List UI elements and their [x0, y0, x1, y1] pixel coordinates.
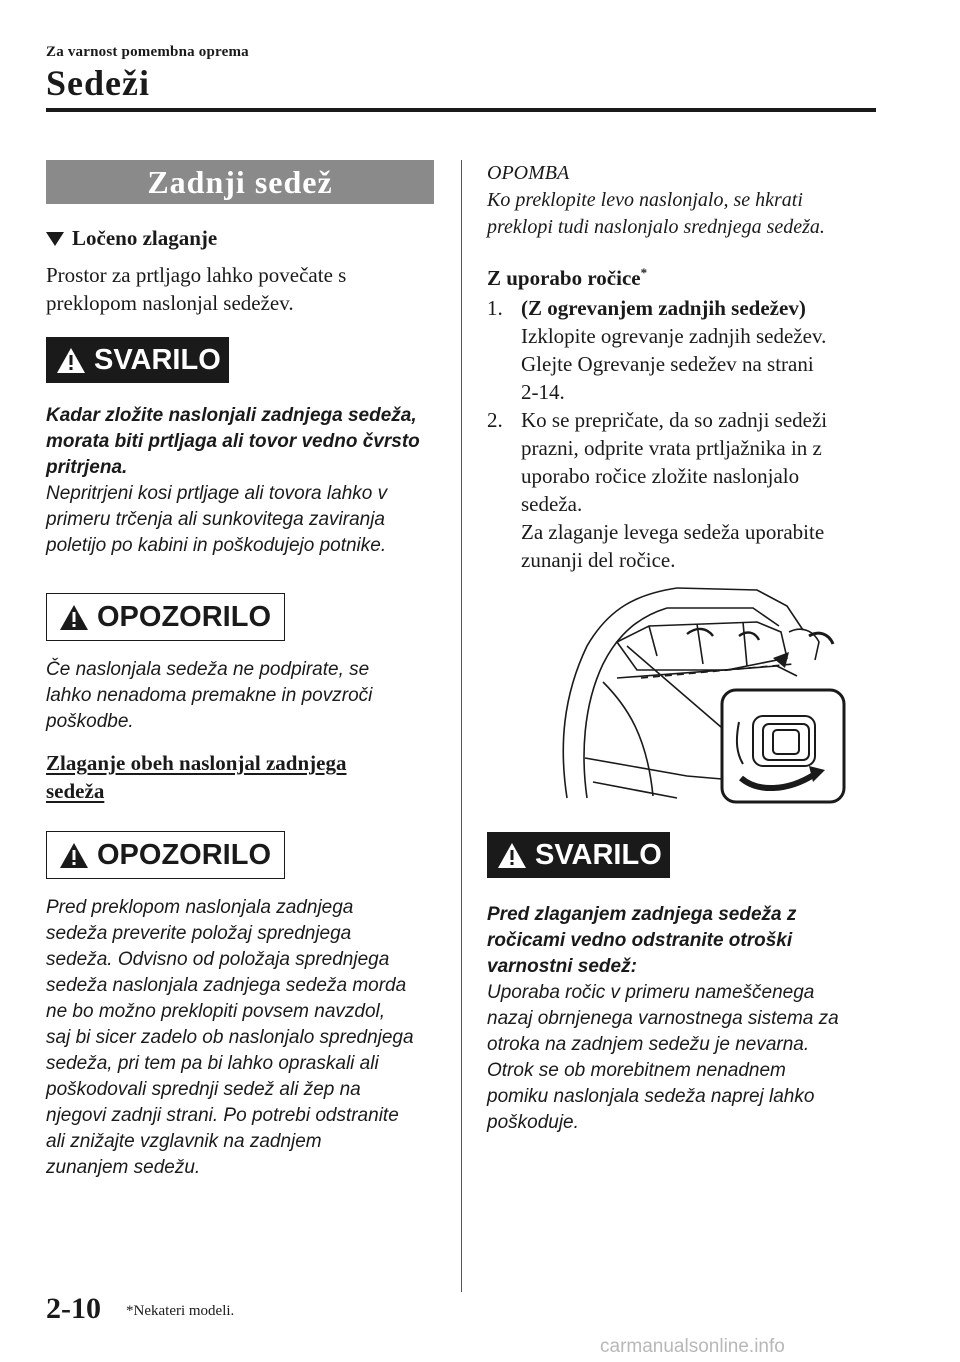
- warning-triangle-icon: [59, 604, 89, 631]
- lever-heading: [487, 259, 887, 292]
- caution-text: [46, 657, 434, 735]
- text-line: Za zlaganje levega sedeža uporabite: [521, 520, 825, 544]
- text-line: Uporaba ročic v primeru nameščenega: [487, 982, 815, 1003]
- footnote: *Nekateri modeli.: [126, 1303, 235, 1319]
- text-line: Kadar zložite naslonjali zadnjega sedeža,: [46, 405, 417, 426]
- text-line: njegovi zadnji strani. Po potrebi odstranite: [46, 1105, 399, 1126]
- danger-label: SVARILO: [535, 838, 662, 871]
- text-line: Ko preklopite levo naslonjalo, se hkrati: [487, 189, 803, 211]
- danger-badge: [46, 337, 229, 383]
- text-line: Nepritrjeni kosi prtljage ali tovora lahko v: [46, 483, 388, 504]
- caution-badge: [46, 831, 285, 879]
- text-line: zunanji del ročice.: [521, 548, 676, 572]
- text-line: sedeža.: [521, 492, 583, 516]
- footnote-mark: *: [640, 265, 648, 280]
- danger-text: [487, 902, 887, 1136]
- left-column: [46, 160, 434, 1181]
- warning-triangle-icon: [497, 842, 527, 869]
- caution-label: OPOZORILO: [97, 600, 271, 633]
- step-2: [487, 406, 887, 574]
- section-title: Sedeži: [46, 63, 150, 103]
- watermark: carmanualsonline.info: [600, 1336, 785, 1357]
- text-line: preklopom naslonjal sedežev.: [46, 291, 294, 315]
- text-line: Glejte Ogrevanje sedežev na strani: [521, 352, 814, 376]
- sub-heading-text: Ločeno zlaganje: [72, 226, 218, 250]
- text-line: poškodovali sprednji sedež ali žep na: [46, 1079, 361, 1100]
- danger-badge: [487, 832, 670, 878]
- text-line: 2-14.: [521, 380, 565, 404]
- text-line: otroka na zadnjem sedežu je nevarna.: [487, 1034, 810, 1055]
- text-line: poletijo po kabini in poškodujejo potnike.: [46, 535, 387, 556]
- note-block: [487, 160, 887, 241]
- danger-text: [46, 403, 434, 559]
- note-title: OPOMBA: [487, 162, 570, 184]
- text-line: morata biti prtljaga ali tovor vedno čvrsto: [46, 431, 420, 452]
- text-line: saj bi sicer zadelo ob naslonjalo sprednjega: [46, 1027, 414, 1048]
- text-line: pritrjena.: [46, 457, 128, 478]
- text-line: sedeža: [46, 779, 105, 803]
- text-line: Izklopite ogrevanje zadnjih sedežev.: [521, 324, 827, 348]
- text-line: Ko se prepričate, da so zadnji sedeži: [521, 408, 828, 432]
- text-line: Zlaganje obeh naslonjal zadnjega: [46, 751, 347, 775]
- page-number: 2-10: [46, 1292, 101, 1325]
- right-column: [487, 160, 887, 1136]
- step-number: 2.: [487, 408, 503, 432]
- text-line: pomiku naslonjala sedeža naprej lahko: [487, 1086, 815, 1107]
- text-line: poškodbe.: [46, 711, 134, 732]
- text-line: sedeža preverite položaj sprednjega: [46, 923, 352, 944]
- step-number: 1.: [487, 296, 503, 320]
- text-line: zunanjem sedežu.: [46, 1157, 201, 1178]
- warning-triangle-icon: [59, 842, 89, 869]
- text-line: primeru trčenja ali sunkovitega zaviranja: [46, 509, 385, 530]
- text-line: sedeža. Odvisno od položaja sprednjega: [46, 949, 390, 970]
- caution-badge: [46, 593, 285, 641]
- text-line: ne bo možno preklopiti povsem navzdol,: [46, 1001, 386, 1022]
- header-rule: [46, 108, 876, 112]
- intro-text: [46, 261, 434, 317]
- caution-label: OPOZORILO: [97, 838, 271, 871]
- text-line: Prostor za prtljago lahko povečate s: [46, 263, 347, 287]
- step-condition: (Z ogrevanjem zadnjih sedežev): [521, 296, 806, 320]
- text-line: lahko nenadoma premakne in povzroči: [46, 685, 373, 706]
- column-divider: [461, 160, 462, 1292]
- sub-heading: [46, 226, 434, 251]
- text-line: Pred preklopom naslonjala zadnjega: [46, 897, 354, 918]
- text-line: Otrok se ob morebitnem nenadnem: [487, 1060, 786, 1081]
- text-line: uporabo ročice zložite naslonjalo: [521, 464, 800, 488]
- section-label: Za varnost pomembna oprema: [46, 44, 249, 60]
- topic-band: Zadnji sedež: [46, 160, 434, 204]
- fold-heading: [46, 749, 434, 805]
- text-line: ročicami vedno odstranite otroški: [487, 930, 793, 951]
- text-line: varnostni sedež:: [487, 956, 637, 977]
- text-line: preklopi tudi naslonjalo srednjega sedeža.: [487, 216, 825, 238]
- text-line: ali znižajte vzglavnik na zadnjem: [46, 1131, 322, 1152]
- triangle-bullet-icon: [46, 232, 64, 246]
- text-line: poškoduje.: [487, 1112, 579, 1133]
- text-line: sedeža, pri tem pa bi lahko opraskali ali: [46, 1053, 379, 1074]
- text-line: nazaj obrnjenega varnostnega sistema za: [487, 1008, 839, 1029]
- step-1: [487, 294, 887, 406]
- text-line: sedeža naslonjala zadnjega sedeža morda: [46, 975, 407, 996]
- danger-label: SVARILO: [94, 343, 221, 376]
- text-line: prazni, odprite vrata prtljažnika in z: [521, 436, 822, 460]
- caution-text: [46, 895, 434, 1181]
- warning-triangle-icon: [56, 347, 86, 374]
- trunk-lever-illustration: [557, 586, 847, 806]
- text-line: Pred zlaganjem zadnjega sedeža z: [487, 904, 797, 925]
- lever-heading-text: Z uporabo ročice: [487, 266, 641, 290]
- text-line: Če naslonjala sedeža ne podpirate, se: [46, 659, 370, 680]
